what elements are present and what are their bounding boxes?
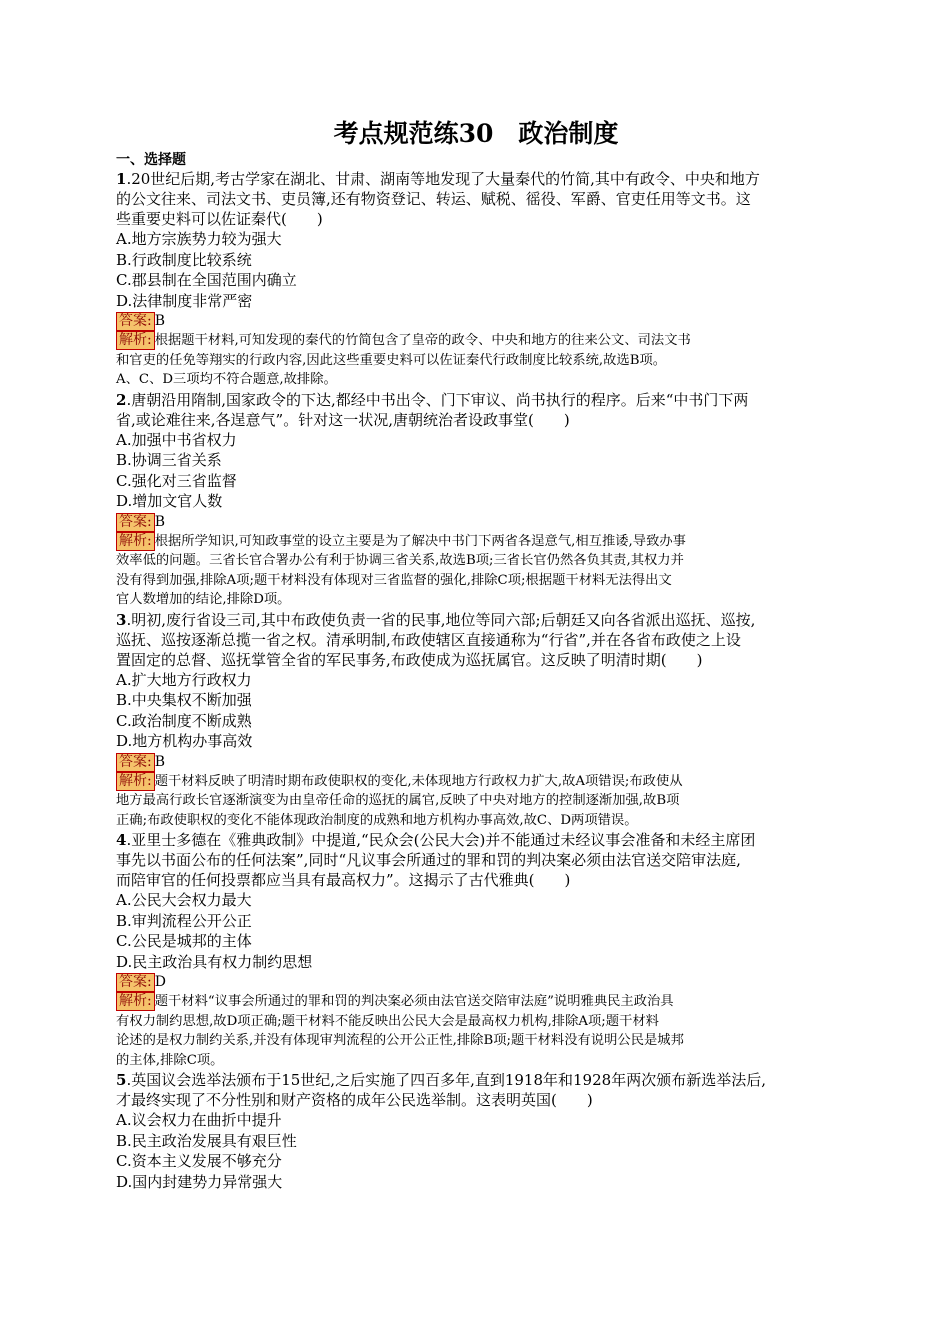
document-page [116, 118, 836, 1192]
answer-value: B [154, 513, 166, 530]
option-a: A.公民大会权力最大 [116, 891, 252, 909]
question-stem-line: 英国议会选举法颁布于15世纪,之后实施了四百多年,直到1918年和1928年两次颁布新选举法后, [131, 1071, 766, 1089]
explanation-tag: 解析: [116, 992, 155, 1011]
question-stem-line: 亚里士多德在《雅典政制》中提道,“民众会(公民大会)并不能通过未经议事会准备和未经主席团 [131, 831, 756, 849]
explanation-line: 效率低的问题。三省长官合署办公有利于协调三省关系,故选B项;三省长官仍然各负其责,其权力并 [116, 553, 684, 568]
answer-row [116, 972, 836, 992]
question-number: 5 [116, 1071, 127, 1089]
question-1: 1.20世纪后期,考古学家在湖北、甘肃、湖南等地发现了大量秦代的竹简,其中有政令、中央和地方 的公文往来、司法文书、吏员簿,还有物资登记、转运、赋税、徭役、军爵、官吏任用等文书。这 些重要史料可以佐证秦代( ) A.地方宗族势力较为强大 B.行政制度比较系统 C.郡县制在全国范围内确立 D.法律制度非常严密 答案: B 解析: 根据题干材料,可知发现的秦代的竹简包含了皇帝的政令、中央和地方的往来公文、司法文书 和官吏的任免等翔实的行政内容,因此这些重要史料可以佐证秦代行政制度比较系统,故选B项。 A、C、D三项均不符合题意,故排除。 [116, 169, 836, 390]
explanation-line: 解析: 题干材料反映了明清时期布政使职权的变化,未体现地方行政权力扩大,故A项错误;布政使从 [116, 772, 836, 792]
explanation-line: 官人数增加的结论,排除D项。 [116, 592, 291, 607]
question-4: 4.亚里士多德在《雅典政制》中提道,“民众会(公民大会)并不能通过未经议事会准备和未经主席团 事先以书面公布的任何法案”,同时“凡议事会所通过的罪和罚的判决案必须由法官送交陪审法庭, 而陪审官的任何投票都应当具有最高权力”。这揭示了古代雅典( ) A.公民大会权力最大 B.审判流程公开公正 C.公民是城邦的主体 D.民主政治具有权力制约思想 答案: D 解析: 题干材料“议事会所通过的罪和罚的判决案必须由法官送交陪审法庭”说明雅典民主政治具 有权力制约思想,故D项正确;题干材料不能反映出公民大会是最高权力机构,排除A项;题干材料 论述的是权力制约关系,并没有体现审判流程的公开公正性,排除B项;题干材料没有说明公民是城邦 的主体,排除C项。 [116, 830, 836, 1070]
option-c: C.公民是城邦的主体 [116, 932, 252, 950]
explanation-line: A、C、D三项均不符合题意,故排除。 [116, 372, 337, 387]
explanation-line: 解析: 根据所学知识,可知政事堂的设立主要是为了解决中书门下两省各逞意气,相互推诿,导致办事 [116, 532, 836, 552]
question-2: 2.唐朝沿用隋制,国家政令的下达,都经中书出令、门下审议、尚书执行的程序。后来“中书门下两 省,或论难往来,各逞意气”。针对这一状况,唐朝统治者设政事堂( ) A.加强中书省权力 B.协调三省关系 C.强化对三省监督 D.增加文官人数 答案: B 解析: 根据所学知识,可知政事堂的设立主要是为了解决中书门下两省各逞意气,相互推诿,导致办事 效率低的问题。三省长官合署办公有利于协调三省关系,故选B项;三省长官仍然各负其责,其权力并 没有得到加强,排除A项;题干材料没有体现对三省监督的强化,排除C项;根据题干材料无法得出文 官人数增加的结论,排除D项。 [116, 390, 836, 610]
answer-row [116, 311, 836, 331]
question-number: 2 [116, 390, 127, 409]
answer-tag: 答案: [116, 973, 155, 992]
answer-row [116, 512, 836, 532]
explanation-line: 和官吏的任免等翔实的行政内容,因此这些重要史料可以佐证秦代行政制度比较系统,故选B项。 [116, 352, 667, 368]
explanation-line: 解析: 根据题干材料,可知发现的秦代的竹简包含了皇帝的政令、中央和地方的往来公文、司法文书 [116, 331, 836, 351]
explanation-line: 解析: 题干材料“议事会所通过的罪和罚的判决案必须由法官送交陪审法庭”说明雅典民主政治具 [116, 992, 836, 1012]
explanation-line: 正确;布政使职权的变化不能体现政治制度的成熟和地方机构办事高效,故C、D两项错误。 [116, 812, 638, 828]
question-stem-line: 才最终实现了不分性别和财产资格的成年公民选举制。这表明英国( ) [116, 1091, 593, 1109]
explanation-line: 地方最高行政长官逐渐演变为由皇帝任命的巡抚的属官,反映了中央对地方的控制逐渐加强,故B项 [116, 793, 680, 808]
option-c: C.政治制度不断成熟 [116, 711, 252, 730]
option-d: D.民主政治具有权力制约思想 [116, 952, 313, 971]
explanation-tag: 解析: [116, 532, 155, 551]
answer-value: D [154, 974, 166, 990]
explanation-tag: 解析: [116, 331, 155, 350]
page-title: 考点规范练30 政治制度 [333, 119, 619, 148]
explanation-line: 有权力制约思想,故D项正确;题干材料不能反映出公民大会是最高权力机构,排除A项;题干材料 [116, 1013, 659, 1029]
option-a: A.议会权力在曲折中提升 [116, 1111, 282, 1129]
answer-value: B [154, 753, 166, 770]
question-stem-line: 事先以书面公布的任何法案”,同时“凡议事会所通过的罪和罚的判决案必须由法官送交陪审法庭, [116, 851, 741, 869]
option-b: B.协调三省关系 [116, 451, 222, 469]
option-b: B.中央集权不断加强 [116, 691, 252, 709]
explanation-line: 的主体,排除C项。 [116, 1052, 224, 1068]
answer-tag: 答案: [116, 753, 155, 772]
question-stem-line: 巡抚、巡按逐渐总揽一省之权。清承明制,布政使辖区直接通称为“行省”,并在各省布政使之上设 [116, 630, 741, 649]
option-d: D.国内封建势力异常强大 [116, 1172, 283, 1191]
option-d: D.地方机构办事高效 [116, 732, 253, 750]
question-5: 5.英国议会选举法颁布于15世纪,之后实施了四百多年,直到1918年和1928年两次颁布新选举法后, 才最终实现了不分性别和财产资格的成年公民选举制。这表明英国( ) A.议会权力在曲折中提升 B.民主政治发展具有艰巨性 C.资本主义发展不够充分 D.国内封建势力异常强大 [116, 1070, 836, 1192]
section-heading: 一、选择题 [116, 152, 186, 168]
option-a: A.扩大地方行政权力 [116, 670, 252, 689]
question-number: 3 [116, 610, 127, 629]
question-number: 1 [116, 170, 127, 188]
answer-tag: 答案: [116, 312, 155, 331]
option-a: A.地方宗族势力较为强大 [116, 230, 282, 248]
option-b: B.行政制度比较系统 [116, 250, 252, 269]
question-stem-line: 明初,废行省设三司,其中布政使负责一省的民事,地位等同六部;后朝廷又向各省派出巡抚、巡按, [131, 610, 756, 629]
answer-value: B [154, 313, 166, 329]
option-b: B.审判流程公开公正 [116, 911, 252, 930]
question-stem-line: 20世纪后期,考古学家在湖北、甘肃、湖南等地发现了大量秦代的竹简,其中有政令、中央和地方 [131, 170, 760, 188]
question-stem-line: 省,或论难往来,各逞意气”。针对这一状况,唐朝统治者设政事堂( ) [116, 410, 570, 429]
option-d: D.增加文官人数 [116, 492, 223, 510]
question-stem-line: 置固定的总督、巡抚掌管全省的军民事务,布政使成为巡抚属官。这反映了明清时期( ) [116, 650, 703, 669]
option-d: D.法律制度非常严密 [116, 291, 253, 310]
question-stem-line: 的公文往来、司法文书、吏员簿,还有物资登记、转运、赋税、徭役、军爵、官吏任用等文书。这 [116, 190, 751, 208]
question-number: 4 [116, 831, 127, 849]
explanation-tag: 解析: [116, 772, 155, 791]
explanation-line: 没有得到加强,排除A项;题干材料没有体现对三省监督的强化,排除C项;根据题干材料无法得出文 [116, 572, 672, 588]
explanation-line: 论述的是权力制约关系,并没有体现审判流程的公开公正性,排除B项;题干材料没有说明公民是城邦 [116, 1033, 684, 1048]
answer-row [116, 752, 836, 772]
option-c: C.强化对三省监督 [116, 471, 237, 490]
option-b: B.民主政治发展具有艰巨性 [116, 1131, 297, 1150]
question-stem-line: 些重要史料可以佐证秦代( ) [116, 210, 323, 228]
option-c: C.郡县制在全国范围内确立 [116, 271, 297, 289]
question-stem-line: 唐朝沿用隋制,国家政令的下达,都经中书出令、门下审议、尚书执行的程序。后来“中书门下两 [131, 390, 749, 409]
question-3: 3.明初,废行省设三司,其中布政使负责一省的民事,地位等同六部;后朝廷又向各省派出巡抚、巡按, 巡抚、巡按逐渐总揽一省之权。清承明制,布政使辖区直接通称为“行省”,并在各省布政使之上设 置固定的总督、巡抚掌管全省的军民事务,布政使成为巡抚属官。这反映了明清时期( ) A.扩大地方行政权力 B.中央集权不断加强 C.政治制度不断成熟 D.地方机构办事高效 答案: B 解析: 题干材料反映了明清时期布政使职权的变化,未体现地方行政权力扩大,故A项错误;布政使从 地方最高行政长官逐渐演变为由皇帝任命的巡抚的属官,反映了中央对地方的控制逐渐加强,故B项 正确;布政使职权的变化不能体现政治制度的成熟和地方机构办事高效,故C、D两项错误。 [116, 610, 836, 831]
option-a: A.加强中书省权力 [116, 430, 237, 449]
question-stem-line: 而陪审官的任何投票都应当具有最高权力”。这揭示了古代雅典( ) [116, 871, 571, 889]
option-c: C.资本主义发展不够充分 [116, 1152, 282, 1170]
answer-tag: 答案: [116, 513, 155, 532]
